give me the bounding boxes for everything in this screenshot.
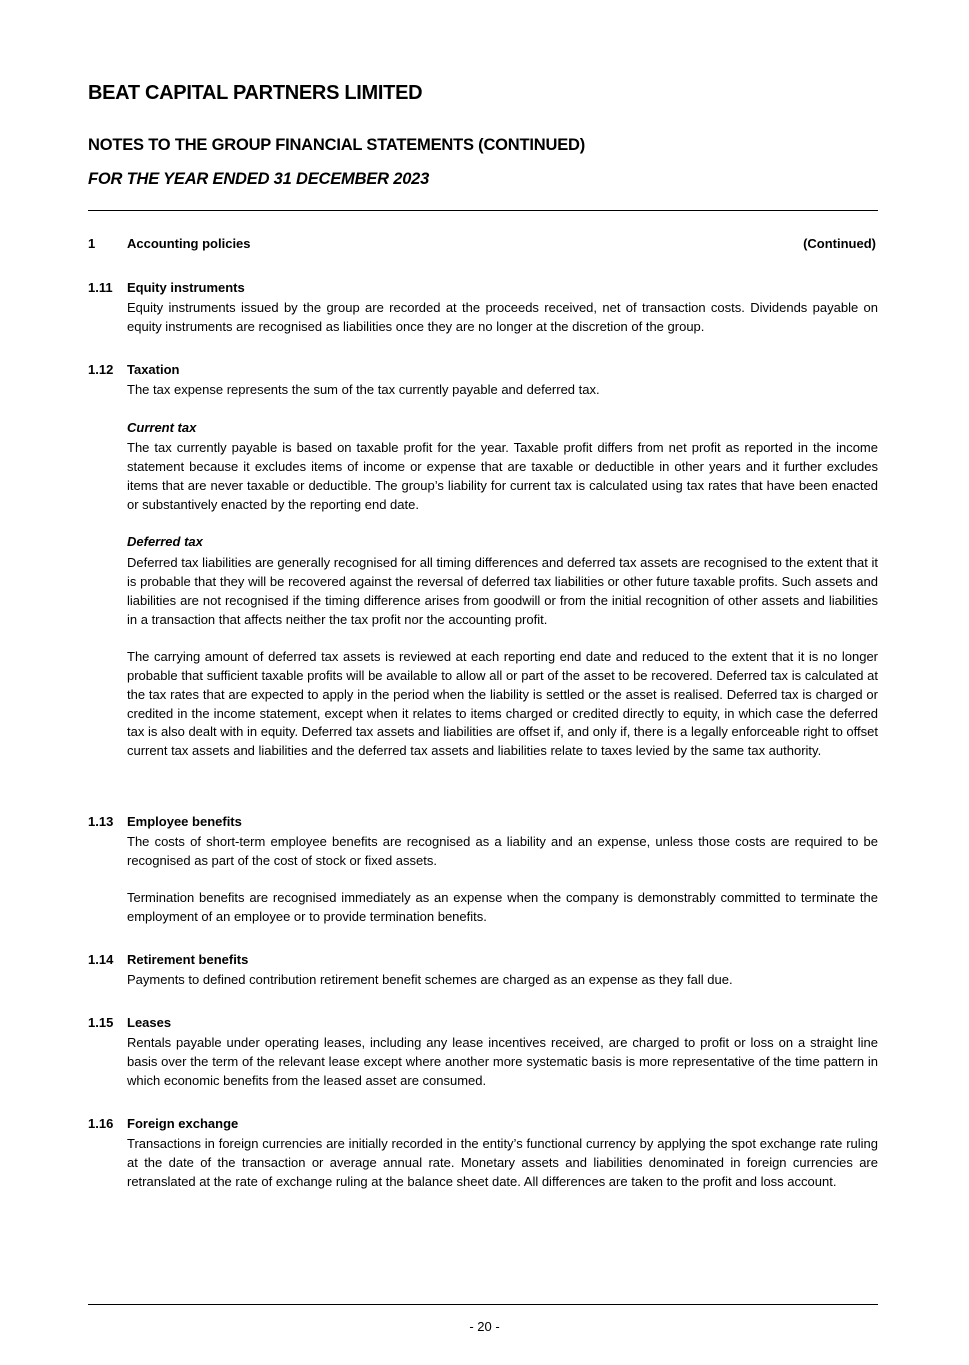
paragraph: The tax expense represents the sum of the tax currently payable and deferred tax. <box>127 382 600 397</box>
paragraph: Termination benefits are recognised immediately as an expense when the company is demonstrably committed to terminate the employment of an employee or to provide termination benefits. <box>127 890 878 925</box>
section-number: 1.15 <box>88 1015 114 1030</box>
period-subtitle: FOR THE YEAR ENDED 31 DECEMBER 2023 <box>88 170 430 188</box>
paragraph: Equity instruments issued by the group are recorded at the proceeds received, net of transaction costs. Dividends payable on equity instruments are recognised as liabilities once they are no longer at the discretion of the group. <box>127 300 878 334</box>
paragraph: Rentals payable under operating leases, including any lease incentives received, are charged to profit or loss on a straight line basis over the term of the relevant lease except where another more systematic basis is more representative of the time pattern in which economic benefits from the leased asset are consumed. <box>127 1035 878 1088</box>
section-foreign-exchange <box>88 1115 878 1191</box>
section-title: Taxation <box>127 362 180 377</box>
notes-title: NOTES TO THE GROUP FINANCIAL STATEMENTS (CONTINUED) <box>88 136 586 154</box>
header-divider <box>88 210 878 211</box>
section-leases <box>88 1014 878 1090</box>
section-title: Leases <box>127 1015 172 1030</box>
paragraph: The carrying amount of deferred tax assets is reviewed at each reporting end date and reduced to the extent that it is no longer probable that sufficient taxable profits will be available to allow all or part of the asset to be recovered. Deferred tax is calculated at the tax rates that are expected to apply in the period when the liability is settled or the asset is realised. Deferred tax is charged or credited in the income statement, except when it relates to items charged or credited directly to equity, in which case the deferred tax is also dealt with in equity. Deferred tax assets and liabilities are offset if, and only if, there is a legally enforceable right to offset current tax assets and liabilities and the deferred tax assets and liabilities relate to taxes levied by the same tax authority. <box>127 649 878 759</box>
section-title: Foreign exchange <box>127 1116 239 1131</box>
section-heading <box>88 1115 878 1135</box>
current-tax-heading: Current tax <box>127 419 197 435</box>
paragraph: The tax currently payable is based on taxable profit for the year. Taxable profit differs from net profit as reported in the income statement because it excludes items of income or expense that are taxable or deductible in other years and it further excludes items that are never taxable or deductible. The group’s liability for current tax is calculated using tax rates that have been enacted or substantively enacted by the reporting end date. <box>127 440 878 512</box>
company-name: BEAT CAPITAL PARTNERS LIMITED <box>88 82 423 104</box>
section-title: Employee benefits <box>127 814 242 829</box>
section-taxation <box>88 361 878 761</box>
paragraph: Transactions in foreign currencies are initially recorded in the entity’s functional currency by applying the spot exchange rate ruling at the date of the transaction or average annual rate. Monetary assets and liabilities denominated in foreign currencies are retranslated at the rate of exchange ruling at the balance sheet date. All differences are taken to the profit and loss account. <box>127 1136 878 1189</box>
section-retirement-benefits <box>88 951 878 990</box>
section-title: Retirement benefits <box>127 952 249 967</box>
continued-label: (Continued) <box>803 236 876 251</box>
section-heading <box>88 813 878 833</box>
policy-number: 1 <box>88 236 96 251</box>
section-number: 1.13 <box>88 814 114 829</box>
section-heading <box>88 1014 878 1034</box>
section-title: Equity instruments <box>127 280 245 295</box>
section-heading <box>88 361 878 381</box>
paragraph: Deferred tax liabilities are generally recognised for all timing differences and deferred tax assets are recognised to the extent that it is probable that they will be recovered against the reversal of deferred tax liabilities or other future taxable profits. Such assets and liabilities are not recognised if the timing difference arises from goodwill or from the initial recognition of other assets and liabilities in a transaction that affects neither the tax profit nor the accounting profit. <box>127 555 878 627</box>
section-employee-benefits <box>88 813 878 927</box>
section-number: 1.16 <box>88 1116 114 1131</box>
footer-divider <box>88 1304 878 1305</box>
section-heading <box>88 951 878 971</box>
section-number: 1.11 <box>88 280 113 295</box>
section-number: 1.12 <box>88 362 114 377</box>
section-equity-instruments <box>88 279 878 337</box>
section-number: 1.14 <box>88 952 114 967</box>
paragraph: Payments to defined contribution retirement benefit schemes are charged as an expense as they fall due. <box>127 972 733 987</box>
paragraph: The costs of short-term employee benefits are recognised as a liability and an expense, unless those costs are required to be recognised as part of the cost of stock or fixed assets. <box>127 834 878 868</box>
deferred-tax-heading: Deferred tax <box>127 534 203 550</box>
section-heading <box>88 279 878 299</box>
page-number: - 20 - <box>469 1319 500 1334</box>
policy-label: Accounting policies <box>127 236 251 251</box>
